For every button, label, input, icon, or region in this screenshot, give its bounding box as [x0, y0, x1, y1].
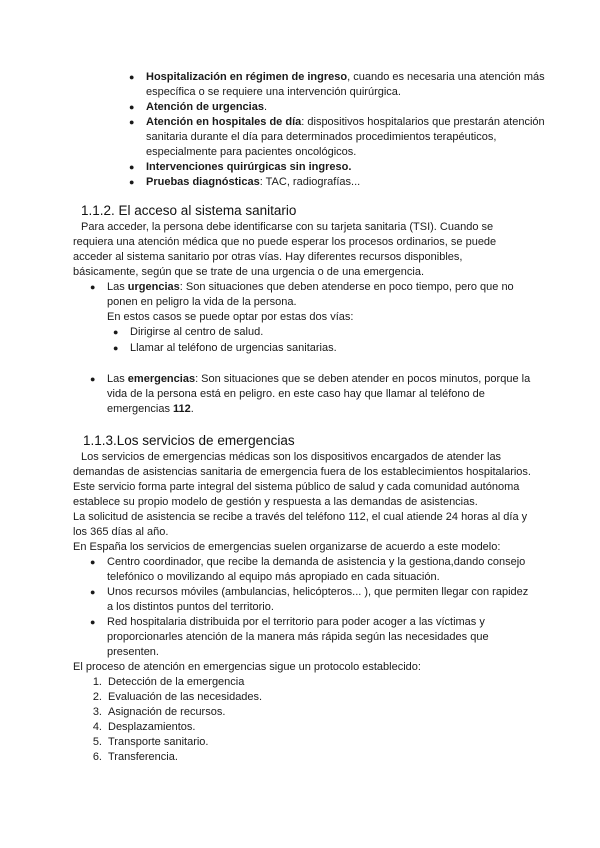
list-item-text: . — [190, 403, 194, 415]
list-item — [90, 615, 537, 660]
list-item-step — [92, 690, 540, 705]
emergency-number: 112 — [173, 403, 191, 415]
paragraph-options: En estos casos se puede optar por estas dos vías: — [107, 311, 354, 323]
term-emergencias: emergencias — [127, 373, 196, 385]
list-item-text: Dirigirse al centro de salud. — [130, 326, 264, 338]
step-text: Asignación de recursos. — [108, 706, 226, 718]
step-text: Desplazamientos. — [108, 721, 196, 733]
list-item-bold: Atención de urgencias — [146, 101, 264, 113]
list-item-text: : dispositivos hospitalarios que prestarán atención sanitaria durante el día para determinados procedimientos terapéuticos, especialmente para pacientes oncológicos. — [146, 116, 545, 158]
list-item-bold: Atención en hospitales de día — [146, 116, 302, 128]
bullet-icon: ● — [129, 177, 135, 187]
bullet-icon: ● — [90, 282, 96, 292]
step-text: Transferencia. — [108, 751, 178, 763]
list-item-bold: Hospitalización en régimen de ingreso — [146, 71, 348, 83]
list-item-text: Las — [107, 281, 128, 293]
paragraph-servicios-4: En España los servicios de emergencias suelen organizarse de acuerdo a este modelo: — [73, 541, 501, 553]
step-text: Transporte sanitario. — [108, 736, 209, 748]
bullet-icon: ● — [129, 117, 135, 127]
list-item — [129, 70, 546, 100]
bullet-icon: ● — [90, 617, 96, 627]
list-item — [129, 100, 546, 115]
urgencias-list — [90, 280, 527, 310]
paragraph-servicios-2: Este servicio forma parte integral del sistema público de salud y cada comunidad autónoma establece su propio modelo de gestión y respuesta a las demandas de asistencias. — [73, 481, 520, 508]
list-item-urgencias — [90, 280, 527, 310]
step-number: 2. — [92, 691, 102, 703]
list-item-step — [92, 735, 540, 750]
list-item-text: : Son situaciones que se deben atender en pocos minutos, porque la vida de la persona está en peligro. en este caso hay que llamar al teléfono de emergencias — [107, 373, 531, 415]
step-number: 6. — [92, 751, 102, 763]
emergencias-list — [90, 372, 542, 417]
list-item — [90, 585, 537, 615]
bullet-icon: ● — [90, 374, 96, 384]
section-heading-acceso: 1.1.2. El acceso al sistema sanitario — [81, 203, 297, 218]
paragraph-servicios-3: La solicitud de asistencia se recibe a través del teléfono 112, el cual atiende 24 horas al día y los 365 días al año. — [73, 511, 528, 538]
list-item-text: Las — [107, 373, 128, 385]
bullet-icon: ● — [129, 72, 135, 82]
bullet-icon: ● — [90, 557, 96, 567]
list-item — [90, 555, 537, 585]
list-item-text: : TAC, radiografías... — [259, 176, 361, 188]
list-item-step — [92, 675, 540, 690]
list-item-step — [92, 750, 540, 765]
list-item-bold: Pruebas diagnósticas — [146, 176, 260, 188]
step-number: 1. — [92, 676, 102, 688]
paragraph-servicios-5: El proceso de atención en emergencias sigue un protocolo establecido: — [73, 661, 421, 673]
list-item-step — [92, 705, 540, 720]
services-list — [129, 70, 546, 190]
bullet-icon: ● — [129, 102, 135, 112]
protocol-steps-list — [92, 675, 540, 765]
options-list — [113, 325, 540, 356]
list-item-text: , cuando es necesaria una atención más específica o se requiere una intervención quirúrgica. — [146, 71, 545, 98]
bullet-icon: ● — [113, 343, 119, 353]
term-urgencias: urgencias — [127, 281, 180, 293]
list-item-step — [92, 720, 540, 735]
list-item — [113, 325, 540, 340]
step-number: 4. — [92, 721, 102, 733]
bullet-icon: ● — [90, 587, 96, 597]
list-item — [129, 175, 546, 190]
list-item-text: Unos recursos móviles (ambulancias, helicópteros... ), que permiten llegar con rapidez a los distintos puntos del territorio. — [107, 586, 529, 613]
bullet-icon: ● — [129, 162, 135, 172]
list-item — [129, 115, 546, 160]
step-text: Detección de la emergencia — [108, 676, 245, 688]
model-list — [90, 555, 537, 660]
list-item — [129, 160, 546, 175]
list-item-text: Red hospitalaria distribuida por el territorio para poder acoger a las víctimas y proporcionarles atención de la manera más rápida según las necesidades que presenten. — [107, 616, 489, 658]
paragraph-servicios-1: Los servicios de emergencias médicas son los dispositivos encargados de atender las demandas de asistencias sanitaria de emergencia fuera de los establecimientos hospitalarios. — [73, 451, 531, 478]
list-item-emergencias — [90, 372, 542, 417]
list-item-bold: Intervenciones quirúrgicas sin ingreso. — [146, 161, 352, 173]
step-number: 3. — [92, 706, 102, 718]
paragraph-acceso-intro: Para acceder, la persona debe identificarse con su tarjeta sanitaria (TSI). Cuando se requiera una atención médica que no puede esperar los procesos ordinarios, se puede acceder al sistema sanitario por otras vías. Hay diferentes recursos disponibles, básicamente, según que se trate de una urgencia o de una emergencia. — [73, 221, 497, 278]
bullet-icon: ● — [113, 327, 119, 337]
list-item-text: Llamar al teléfono de urgencias sanitarias. — [130, 342, 337, 354]
list-item-text: . — [263, 101, 268, 113]
step-number: 5. — [92, 736, 102, 748]
list-item-text: : Son situaciones que deben atenderse en poco tiempo, pero que no ponen en peligro la vida de la persona. — [107, 281, 514, 308]
section-heading-servicios: 1.1.3.Los servicios de emergencias — [83, 433, 295, 448]
list-item — [113, 341, 540, 356]
list-item-text: Centro coordinador, que recibe la demanda de asistencia y la gestiona,dando consejo telefónico o movilizando al equipo más apropiado en cada situación. — [107, 556, 526, 583]
step-text: Evaluación de las necesidades. — [108, 691, 263, 703]
